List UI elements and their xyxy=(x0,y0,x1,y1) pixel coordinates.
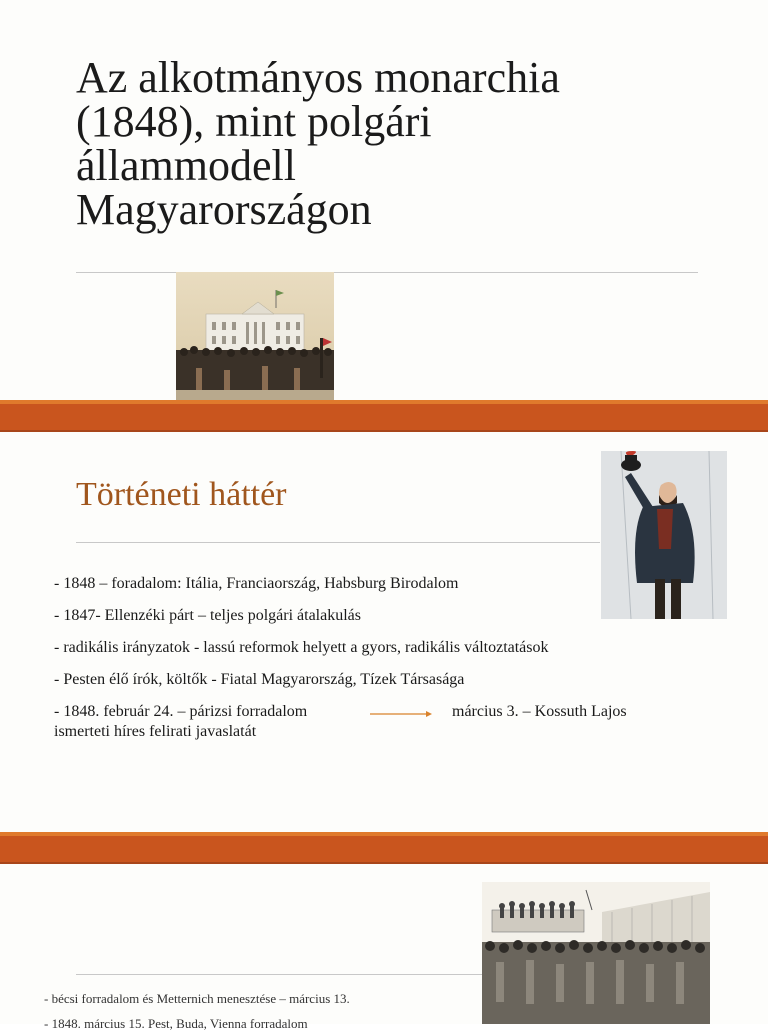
bullet-item: - 1847- Ellenzéki párt – teljes polgári átalakulás xyxy=(54,607,361,624)
slide-1-title: Az alkotmányos monarchia (1848), mint polgári állammodell Magyarországon xyxy=(76,53,560,234)
title-divider xyxy=(76,974,482,975)
parliament-crowd-painting xyxy=(176,272,334,400)
slide-1 xyxy=(0,0,768,400)
kossuth-portrait xyxy=(601,451,727,619)
title-divider xyxy=(76,542,600,543)
bullet-item: - radikális irányzatok - lassú reformok helyett a gyors, radikális változtatások xyxy=(54,639,549,656)
bullet-item: - 1848 – foradalom: Itália, Franciaország, Habsburg Birodalom xyxy=(54,575,459,592)
slide-2-title: Történeti háttér xyxy=(76,476,287,513)
section-band xyxy=(0,832,768,864)
bullet-item: - Pesten élő írók, költők - Fiatal Magyarország, Tízek Társasága xyxy=(54,671,465,688)
slide-3-line-1: - bécsi forradalom és Metternich menesztése – március 13. xyxy=(44,991,350,1006)
bullet-item-last xyxy=(54,702,627,721)
arrow-right-icon xyxy=(370,710,432,718)
bullet-paris: - 1848. február 24. – párizsi forradalom xyxy=(54,703,308,720)
bullet-continuation: ismerteti híres felirati javaslatát xyxy=(54,723,257,740)
title-divider xyxy=(76,272,698,273)
slide-3-line-2: - 1848. március 15. Pest, Buda, Vienna forradalom xyxy=(44,1016,308,1031)
section-band xyxy=(0,400,768,432)
revolution-crowd-engraving xyxy=(482,882,710,1024)
bullet-kossuth: március 3. – Kossuth Lajos xyxy=(452,703,627,720)
